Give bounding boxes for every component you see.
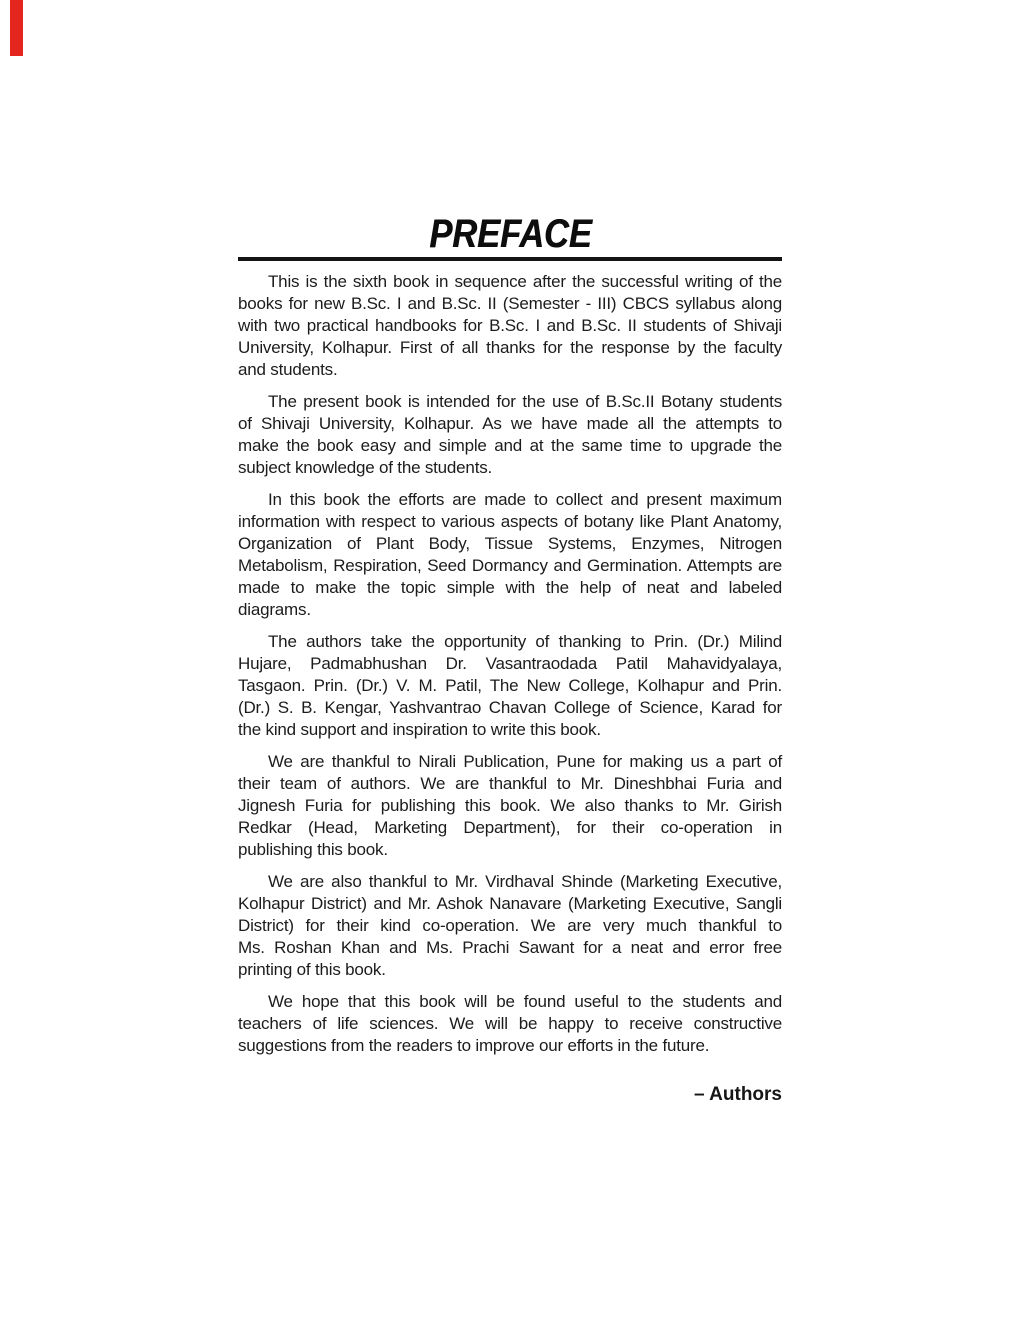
text-line: Hujare, Padmabhushan Dr. Vasantraodada Patil Mahavidyalaya,: [238, 654, 782, 673]
text-line: We are also thankful to Mr. Virdhaval Shinde (Marketing Executive,: [268, 872, 782, 891]
paragraph: [238, 489, 782, 621]
paragraph: [238, 991, 782, 1057]
text-line: printing of this book.: [238, 960, 386, 979]
text-line: and students.: [238, 360, 338, 379]
text-line: the kind support and inspiration to write this book.: [238, 720, 601, 739]
text-line: Metabolism, Respiration, Seed Dormancy and Germination. Attempts are: [238, 556, 782, 575]
text-line: suggestions from the readers to improve our efforts in the future.: [238, 1036, 710, 1055]
paragraph: [238, 631, 782, 741]
text-line: information with respect to various aspects of botany like Plant Anatomy,: [238, 512, 782, 531]
text-line: make the book easy and simple and at the same time to upgrade the: [238, 436, 782, 455]
text-line: This is the sixth book in sequence after the successful writing of the: [268, 272, 782, 291]
page-title: [238, 214, 782, 254]
text-line: with two practical handbooks for B.Sc. I and B.Sc. II students of Shivaji: [238, 316, 782, 335]
text-line: diagrams.: [238, 600, 311, 619]
body-paragraphs: [238, 271, 782, 1057]
text-line: made to make the topic simple with the help of neat and labeled: [238, 578, 782, 597]
content-column: [238, 214, 782, 1106]
text-line: of Shivaji University, Kolhapur. As we have made all the attempts to: [238, 414, 782, 433]
text-line: Kolhapur District) and Mr. Ashok Nanavare (Marketing Executive, Sangli: [238, 894, 782, 913]
text-line: Redkar (Head, Marketing Department), for their co-operation in: [238, 818, 782, 837]
text-line: Organization of Plant Body, Tissue Systems, Enzymes, Nitrogen: [238, 534, 782, 553]
text-line: subject knowledge of the students.: [238, 458, 493, 477]
text-line: Ms. Roshan Khan and Ms. Prachi Sawant for a neat and error free: [238, 938, 782, 957]
text-line: University, Kolhapur. First of all thanks for the response by the faculty: [238, 338, 782, 357]
red-bookmark-mark: [10, 0, 23, 56]
text-line: their team of authors. We are thankful to Mr. Dineshbhai Furia and: [238, 774, 782, 793]
text-line: publishing this book.: [238, 840, 388, 859]
title-underline: [238, 257, 782, 261]
authors-signature: – Authors: [694, 1084, 782, 1105]
text-line: We hope that this book will be found useful to the students and: [268, 992, 782, 1011]
text-line: (Dr.) S. B. Kengar, Yashvantrao Chavan College of Science, Karad for: [238, 698, 782, 717]
text-line: The present book is intended for the use of B.Sc.II Botany students: [268, 392, 782, 411]
paragraph: [238, 751, 782, 861]
text-line: District) for their kind co-operation. We are very much thankful to: [238, 916, 782, 935]
paragraph: [238, 271, 782, 381]
text-line: Tasgaon. Prin. (Dr.) V. M. Patil, The New College, Kolhapur and Prin.: [238, 676, 782, 695]
text-line: books for new B.Sc. I and B.Sc. II (Semester - III) CBCS syllabus along: [238, 294, 782, 313]
text-line: We are thankful to Nirali Publication, Pune for making us a part of: [268, 752, 782, 771]
paragraph: [238, 391, 782, 479]
text-line: In this book the efforts are made to collect and present maximum: [268, 490, 782, 509]
text-line: The authors take the opportunity of thanking to Prin. (Dr.) Milind: [268, 632, 782, 651]
paragraph: [238, 871, 782, 981]
text-line: teachers of life sciences. We will be happy to receive constructive: [238, 1014, 782, 1033]
page-title-text: PREFACE: [428, 212, 592, 256]
text-line: Jignesh Furia for publishing this book. We also thanks to Mr. Girish: [238, 796, 782, 815]
